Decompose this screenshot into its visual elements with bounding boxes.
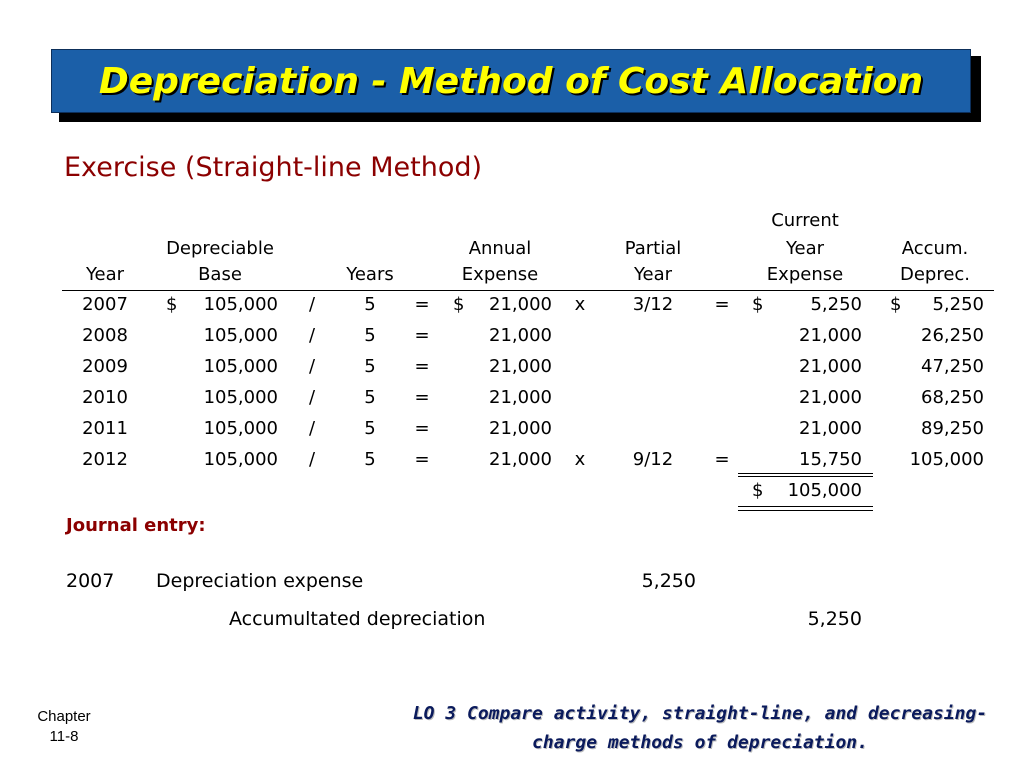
title-banner xyxy=(51,49,971,113)
row-current: 21,000 xyxy=(799,418,862,439)
header-annual-line2: Expense xyxy=(461,264,539,285)
row-years: 5 xyxy=(364,387,376,408)
row-accum: 47,250 xyxy=(921,356,984,377)
learning-objective-line2: charge methods of depreciation. xyxy=(532,732,868,753)
row-current: 21,000 xyxy=(799,356,862,377)
row-annual: 21,000 xyxy=(489,325,552,346)
row-current: 15,750 xyxy=(799,449,862,470)
row-year: 2010 xyxy=(82,387,128,408)
row-base: 105,000 xyxy=(203,294,278,315)
total-underline xyxy=(738,476,873,477)
header-annual-line1: Annual xyxy=(468,238,532,259)
row-divide: / xyxy=(308,449,316,470)
row-divide: / xyxy=(308,325,316,346)
row-divide: / xyxy=(308,356,316,377)
exercise-subtitle: Exercise (Straight-line Method) xyxy=(64,152,483,183)
row-equals: = xyxy=(414,387,430,408)
row-annual: 21,000 xyxy=(489,449,552,470)
row-multiply: x xyxy=(574,294,586,315)
header-base-line1: Depreciable xyxy=(166,238,274,259)
row-equals: = xyxy=(414,325,430,346)
row-annual: 21,000 xyxy=(489,356,552,377)
row-current: 5,250 xyxy=(810,294,862,315)
row-accum: 105,000 xyxy=(909,449,984,470)
learning-objective-line1: LO 3 Compare activity, straight-line, and decreasing- xyxy=(412,703,988,724)
chapter-line2: 11-8 xyxy=(49,728,79,745)
row-annual: 21,000 xyxy=(489,387,552,408)
header-rule xyxy=(62,290,994,291)
row-current-currency: $ xyxy=(752,294,764,315)
learning-objective xyxy=(380,699,1020,757)
chapter-line1: Chapter xyxy=(37,708,91,725)
row-base: 105,000 xyxy=(203,387,278,408)
row-years: 5 xyxy=(364,418,376,439)
row-years: 5 xyxy=(364,449,376,470)
row-multiply: x xyxy=(574,449,586,470)
row-accum: 26,250 xyxy=(921,325,984,346)
journal-credit-account: Accumultated depreciation xyxy=(229,608,486,630)
header-base-line2: Base xyxy=(198,264,242,285)
header-partial-line1: Partial xyxy=(624,238,682,259)
row-accum-currency: $ xyxy=(890,294,902,315)
row-base: 105,000 xyxy=(203,356,278,377)
chapter-label xyxy=(24,707,104,747)
slide-title: Depreciation - Method of Cost Allocation xyxy=(98,60,924,102)
row-accum: 5,250 xyxy=(932,294,984,315)
row-base: 105,000 xyxy=(203,325,278,346)
row-equals: = xyxy=(414,294,430,315)
journal-entry-label: Journal entry: xyxy=(66,515,206,536)
header-accum-line2: Deprec. xyxy=(899,264,971,285)
row-year: 2012 xyxy=(82,449,128,470)
row-annual-currency: $ xyxy=(453,294,465,315)
row-equals: = xyxy=(414,418,430,439)
current-underline xyxy=(738,473,873,474)
row-accum: 68,250 xyxy=(921,387,984,408)
header-current-line2: Year xyxy=(785,238,825,259)
row-accum: 89,250 xyxy=(921,418,984,439)
row-years: 5 xyxy=(364,356,376,377)
row-base-currency: $ xyxy=(166,294,178,315)
header-current-line3: Expense xyxy=(766,264,844,285)
row-years: 5 xyxy=(364,325,376,346)
row-base: 105,000 xyxy=(203,449,278,470)
row-years: 5 xyxy=(364,294,376,315)
row-year: 2011 xyxy=(82,418,128,439)
total-currency: $ xyxy=(752,480,764,501)
header-year: Year xyxy=(85,264,125,285)
total-value: 105,000 xyxy=(787,480,862,501)
journal-debit-account: Depreciation expense xyxy=(156,570,364,592)
journal-debit-amount: 5,250 xyxy=(641,570,696,592)
row-annual: 21,000 xyxy=(489,294,552,315)
row-current: 21,000 xyxy=(799,325,862,346)
row-base: 105,000 xyxy=(203,418,278,439)
row-equals: = xyxy=(414,356,430,377)
row-equals-2: = xyxy=(714,449,730,470)
journal-year: 2007 xyxy=(66,570,115,592)
row-equals-2: = xyxy=(714,294,730,315)
row-current: 21,000 xyxy=(799,387,862,408)
row-partial: 3/12 xyxy=(632,294,674,315)
total-double-underline xyxy=(738,506,873,511)
journal-credit-amount: 5,250 xyxy=(807,608,862,630)
header-current-line1: Current xyxy=(771,210,839,231)
row-year: 2008 xyxy=(82,325,128,346)
row-divide: / xyxy=(308,294,316,315)
row-year: 2009 xyxy=(82,356,128,377)
row-divide: / xyxy=(308,418,316,439)
row-year: 2007 xyxy=(82,294,128,315)
row-divide: / xyxy=(308,387,316,408)
header-partial-line2: Year xyxy=(633,264,673,285)
row-partial: 9/12 xyxy=(632,449,674,470)
row-equals: = xyxy=(414,449,430,470)
header-accum-line1: Accum. xyxy=(901,238,969,259)
header-years: Years xyxy=(346,264,394,285)
row-annual: 21,000 xyxy=(489,418,552,439)
